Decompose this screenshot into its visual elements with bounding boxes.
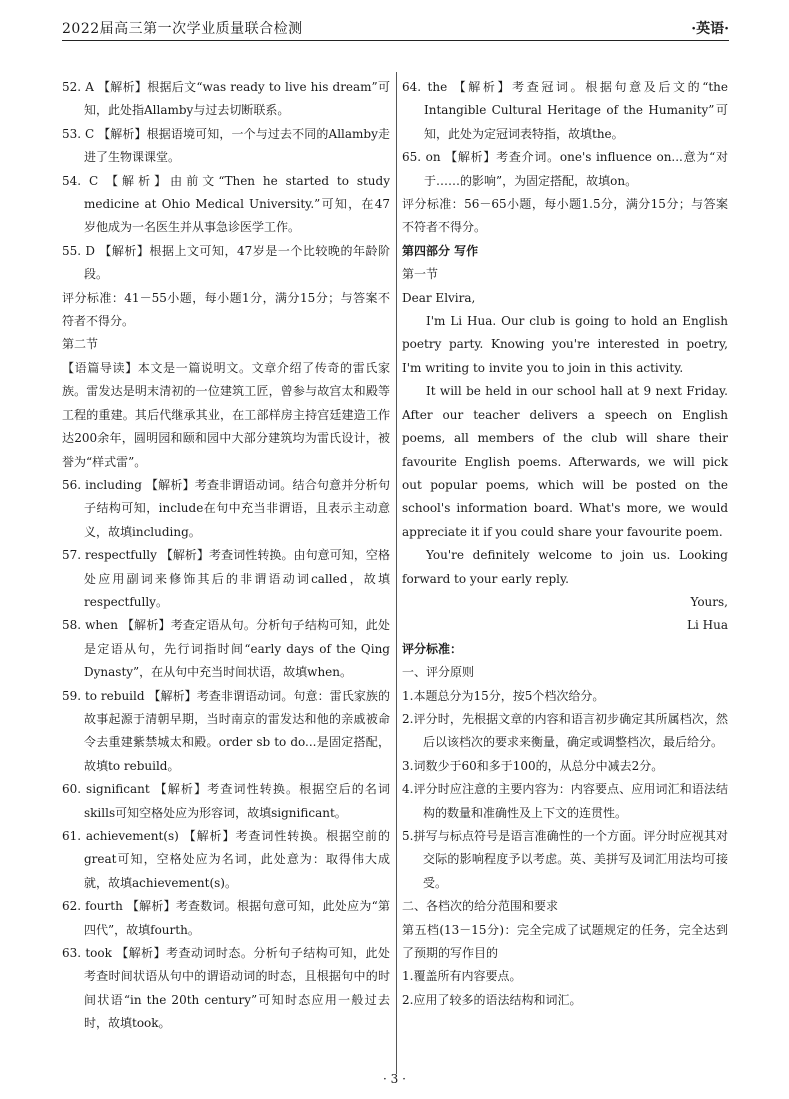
answer-56: 56. including 【解析】考查非谓语动词。结合句意并分析句子结构可知，include在句中充当非谓语，且表示主动意义，故填including。 [62,477,390,539]
scoring-standard-2: 评分标准：56－65小题，每小题1.5分，满分15分；与答案不符者不得分。 [402,197,728,235]
answer-59: 59. to rebuild 【解析】考查非谓语动词。句意：雷氏家族的故事起源于清朝早期，当时南京的雷发达和他的亲戚被命令去重建紫禁城太和殿。order sb to do...是固定搭配，故填to rebuild。 [62,688,390,773]
principle-5: 5.拼写与标点符号是语言准确性的一个方面。评分时应视其对交际的影响程度予以考虑。英、美拼写及词汇用法均可接受。 [402,829,728,890]
section-heading-2: 第二节 [62,337,99,352]
right-column [402,76,728,1012]
principle-4: 4.评分时应注意的主要内容为：内容要点、应用词汇和语法结构的数量和准确性及上下文的连贯性。 [402,782,728,820]
answer-64: 64. the 【解析】考查冠词。根据句意及后文的“the Intangible Cultural Heritage of the Humanity”可知，此处为定冠词表特指，故填the。 [402,80,728,141]
level-5-item-1: 1.覆盖所有内容要点。 [402,969,522,984]
criteria-title: 评分标准： [402,641,463,656]
principles-heading: 一、评分原则 [402,665,475,680]
subject-label: ·英语· [691,21,729,37]
section1-heading: 第一节 [402,267,439,282]
levels-heading: 二、各档次的给分范围和要求 [402,899,559,914]
letter-paragraph-2: It will be held in our school hall at 9 next Friday. After our teacher delivers a speech on English poems, all members of the club will share their favourite English poems. Afterwards, we will pick out popular poems, which will be posted on the school's information board. What's more, we would appreciate it if you could share your favourite poem. [402,384,728,539]
page-header [62,18,729,41]
letter-closing: Yours, [690,594,728,609]
answer-53: 53. C 【解析】根据语境可知，一个与过去不同的Allamby走进了生物课课堂。 [62,126,390,165]
letter-paragraph-3: You're definitely welcome to join us. Looking forward to your early reply. [402,548,728,586]
letter-greeting: Dear Elvira, [402,290,476,305]
answer-52: 52. A 【解析】根据后文“was ready to live his dream”可知，此处指Allamby与过去切断联系。 [62,80,390,118]
answer-57: 57. respectfully 【解析】考查词性转换。由句意可知，空格处应用副词来修饰其后的非谓语动词called，故填respectfully。 [62,548,390,609]
exam-title: 2022届高三第一次学业质量联合检测 [62,21,303,37]
column-divider [396,72,397,1074]
page-number: · 3 · [383,1072,406,1086]
answer-60: 60. significant 【解析】考查词性转换。根据空后的名词skills可知空格处应为形容词，故填significant。 [62,782,390,820]
answer-55: 55. D 【解析】根据上文可知，47岁是一个比较晚的年龄阶段。 [62,243,390,282]
left-column [62,76,390,1036]
principle-2: 2.评分时，先根据文章的内容和语言初步确定其所属档次，然后以该档次的要求来衡量，确定或调整档次，最后给分。 [402,711,728,750]
level-5-item-2: 2.应用了较多的语法结构和词汇。 [402,992,582,1007]
scoring-standard-1: 评分标准：41－55小题，每小题1分，满分15分；与答案不符者不得分。 [62,290,390,329]
answer-61: 61. achievement(s) 【解析】考查词性转换。根据空前的great可知，空格处应为名词，此处意为：取得伟大成就，故填achievement(s)。 [62,829,390,890]
answer-58: 58. when 【解析】考查定语从句。分析句子结构可知，此处是定语从句，先行词指时间“early days of the Qing Dynasty”，在从句中充当时间状语，故填when。 [62,618,390,680]
answer-54: 54. C 【解析】由前文“Then he started to study medicine at Ohio Medical University.”可知，在47岁他成为一名医生并从事急诊医学工作。 [62,173,390,235]
letter-signature: Li Hua [687,618,728,633]
answer-65: 65. on 【解析】考查介词。one's influence on...意为“对于……的影响”，为固定搭配，故填on。 [402,150,728,188]
part4-heading: 第四部分 写作 [402,243,479,258]
answer-63: 63. took 【解析】考查动词时态。分析句子结构可知，此处考查时间状语从句中的谓语动词的时态，且根据句中的时间状语“in the 20th century”可知时态应用一般过去时，故填took。 [62,946,390,1031]
principle-1: 1.本题总分为15分，按5个档次给分。 [402,688,605,703]
passage-guide: 【语篇导读】本文是一篇说明文。文章介绍了传奇的雷氏家族。雷发达是明末清初的一位建筑工匠，曾参与故宫太和殿等工程的重建。其后代继承其业，在工部样房主持宫廷建造工作达200余年，圆明园和颐和园中大部分建筑均为雷氏设计，被誉为“样式雷”。 [62,360,390,469]
answer-62: 62. fourth 【解析】考查数词。根据句意可知，此处应为“第四代”，故填fourth。 [62,899,390,937]
level-5: 第五档(13－15分)：完全完成了试题规定的任务，完全达到了预期的写作目的 [402,922,728,961]
principle-3: 3.词数少于60和多于100的，从总分中减去2分。 [402,758,664,773]
letter-paragraph-1: I'm Li Hua. Our club is going to hold an English poetry party. Knowing you're interested in poetry, I'm writing to invite you to join in this activity. [402,314,728,375]
